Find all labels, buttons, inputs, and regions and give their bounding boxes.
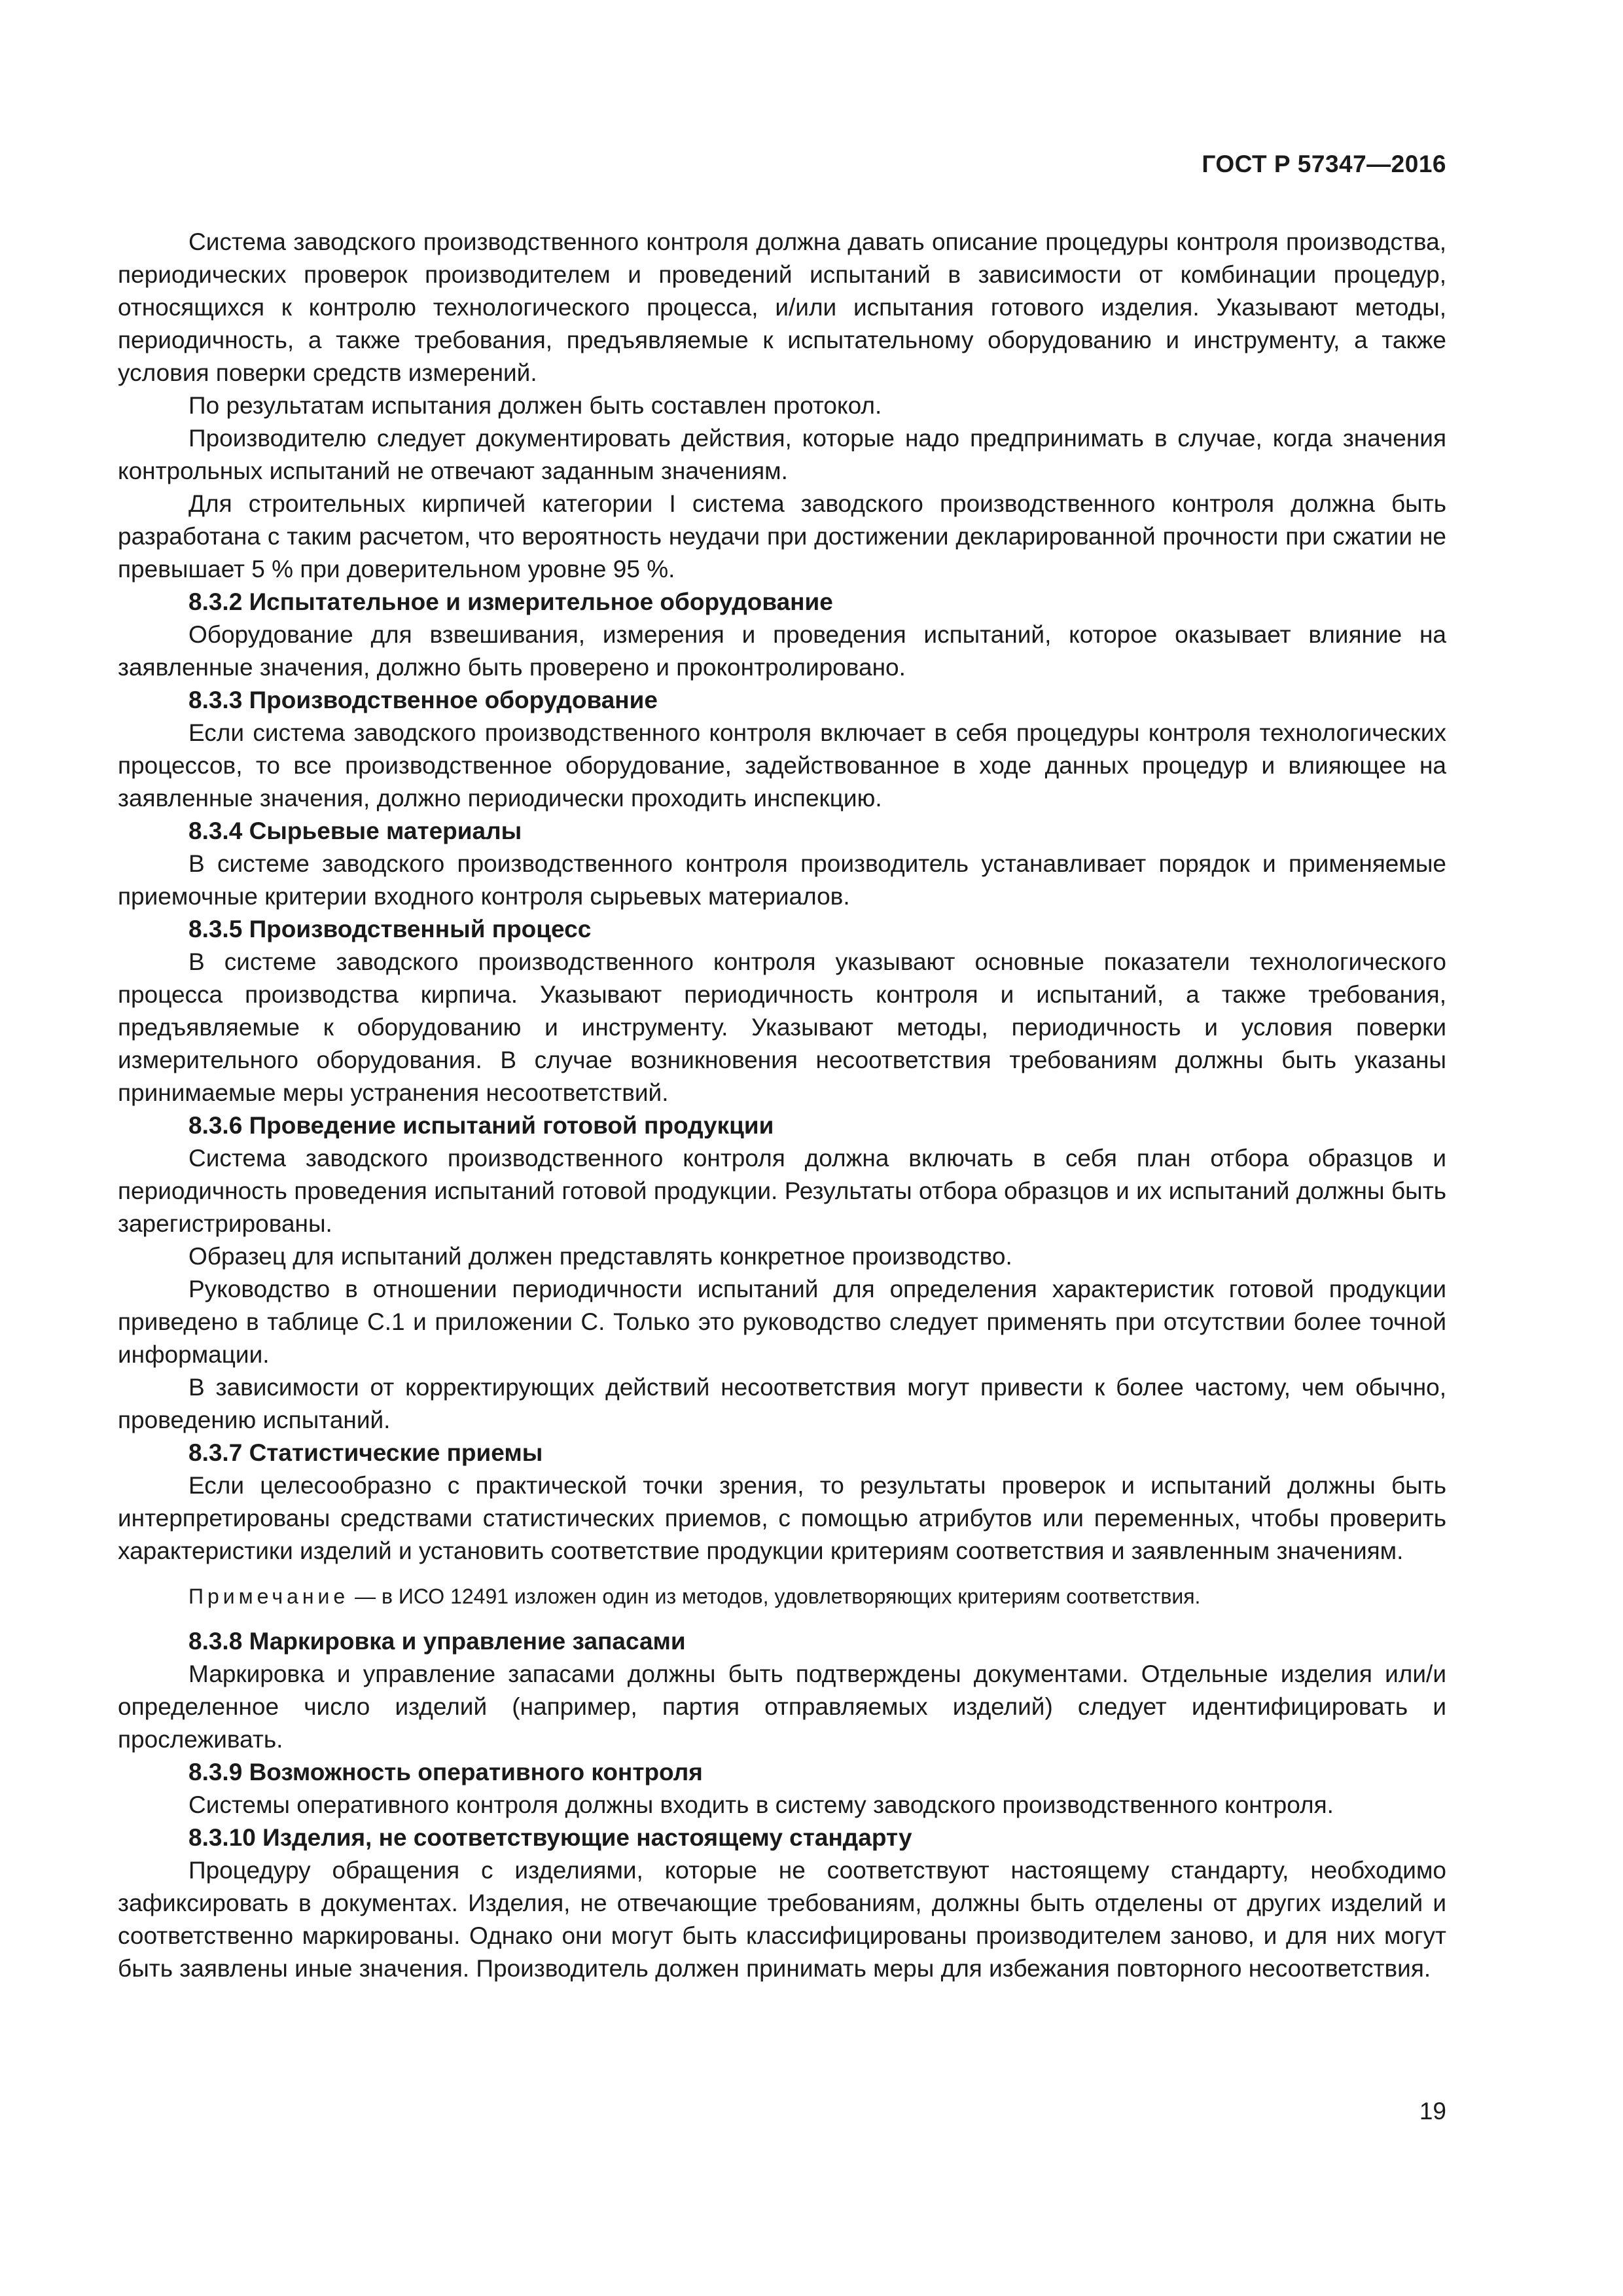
document-body: [118, 226, 1446, 1985]
section-heading-8-3-7: 8.3.7 Статистические приемы: [188, 1439, 543, 1466]
section-heading-8-3-4: 8.3.4 Сырьевые материалы: [188, 817, 522, 844]
section-heading-8-3-8: 8.3.8 Маркировка и управление запасами: [188, 1628, 686, 1655]
body-paragraph: По результатам испытания должен быть составлен протокол.: [188, 392, 882, 419]
section-heading-8-3-9: 8.3.9 Возможность оперативного контроля: [188, 1759, 703, 1785]
note-label: Примечание: [188, 1585, 349, 1608]
body-paragraph: Производителю следует документировать действия, которые надо предпринимать в случае, когда значения контрольных испытаний не отвечают заданным значениям.: [118, 425, 1446, 484]
body-paragraph: Процедуру обращения с изделиями, которые не соответствуют настоящему стандарту, необходимо зафиксировать в документах. Изделия, не отвечающие требованиям, должны быть отделены от других изделий и соответственно маркированы. Однако они могут быть классифицированы производителем заново, и для них могут быть заявлены иные значения. Производитель должен принимать меры для избежания повторного несоответствия.: [118, 1857, 1446, 1982]
body-paragraph: Для строительных кирпичей категории I система заводского производственного контроля должна быть разработана с таким расчетом, что вероятность неудачи при достижении декларированной прочности при сжатии не превышает 5 % при доверительном уровне 95 %.: [118, 490, 1446, 583]
body-paragraph: В системе заводского производственного контроля указывают основные показатели технологического процесса производства кирпича. Указывают периодичность контроля и испытаний, а также требования, предъявляемые к оборудованию и инструменту. Указывают методы, периодичность и условия поверки измерительного оборудования. В случае возникновения несоответствия требованиям должны быть указаны принимаемые меры устранения несоответствий.: [118, 948, 1446, 1106]
body-paragraph: Образец для испытаний должен представлять конкретное производство.: [188, 1243, 1012, 1270]
section-heading-8-3-6: 8.3.6 Проведение испытаний готовой продукции: [188, 1112, 774, 1139]
note-text: — в ИСО 12491 изложен один из методов, удовлетворяющих критериям соответствия.: [349, 1585, 1201, 1608]
body-paragraph: Оборудование для взвешивания, измерения и проведения испытаний, которое оказывает влияние на заявленные значения, должно быть проверено и проконтролировано.: [118, 621, 1446, 681]
body-paragraph: Система заводского производственного контроля должна включать в себя план отбора образцов и периодичность проведения испытаний готовой продукции. Результаты отбора образцов и их испытаний должны быть зарегистрированы.: [118, 1145, 1446, 1237]
note: [118, 1582, 1446, 1611]
body-paragraph: Системы оперативного контроля должны входить в систему заводского производственного контроля.: [188, 1791, 1334, 1818]
body-paragraph: Если система заводского производственного контроля включает в себя процедуры контроля технологических процессов, то все производственное оборудование, задействованное в ходе данных процедур и влияющее на заявленные значения, должно периодически проходить инспекцию.: [118, 719, 1446, 812]
body-paragraph: Если целесообразно с практической точки зрения, то результаты проверок и испытаний должны быть интерпретированы средствами статистических приемов, с помощью атрибутов или переменных, чтобы проверить характеристики изделий и установить соответствие продукции критериям соответствия и заявленным значениям.: [118, 1472, 1446, 1564]
body-paragraph: В зависимости от корректирующих действий несоответствия могут привести к более частому, чем обычно, проведению испытаний.: [118, 1374, 1446, 1433]
standard-designation: ГОСТ Р 57347—2016: [1202, 151, 1446, 177]
section-heading-8-3-2: 8.3.2 Испытательное и измерительное оборудование: [188, 588, 833, 615]
body-paragraph: Руководство в отношении периодичности испытаний для определения характеристик готовой продукции приведено в таблице С.1 и приложении С. Только это руководство следует применять при отсутствии более точной информации.: [118, 1276, 1446, 1368]
body-paragraph: В системе заводского производственного контроля производитель устанавливает порядок и применяемые приемочные критерии входного контроля сырьевых материалов.: [118, 850, 1446, 910]
body-paragraph: Система заводского производственного контроля должна давать описание процедуры контроля производства, периодических проверок производителем и проведений испытаний в зависимости от комбинации процедур, относящихся к контролю технологического процесса, и/или испытания готового изделия. Указывают методы, периодичность, а также требования, предъявляемые к испытательному оборудованию и инструменту, а также условия поверки средств измерений.: [118, 228, 1446, 386]
page-number: 19: [1419, 2098, 1446, 2125]
body-paragraph: Маркировка и управление запасами должны быть подтверждены документами. Отдельные изделия или/и определенное число изделий (например, партия отправляемых изделий) следует идентифицировать и прослеживать.: [118, 1660, 1446, 1753]
section-heading-8-3-3: 8.3.3 Производственное оборудование: [188, 687, 658, 713]
section-heading-8-3-10: 8.3.10 Изделия, не соответствующие настоящему стандарту: [188, 1824, 912, 1851]
section-heading-8-3-5: 8.3.5 Производственный процесс: [188, 916, 592, 942]
